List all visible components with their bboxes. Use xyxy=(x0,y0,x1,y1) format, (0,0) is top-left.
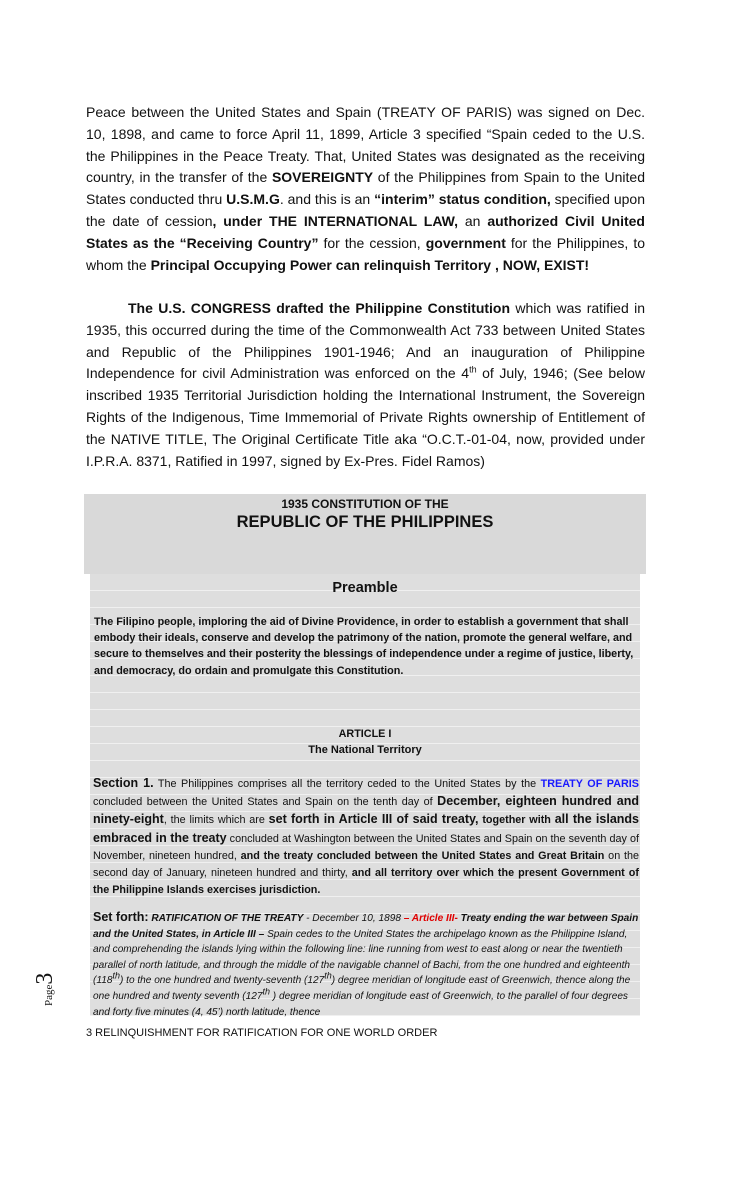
page-footer: 3 RELINQUISHMENT FOR RATIFICATION FOR ONE WORLD ORDER xyxy=(86,1027,438,1039)
constitution-heading-large: REPUBLIC OF THE PHILIPPINES xyxy=(236,513,494,531)
constitution-heading-small: 1935 CONSTITUTION OF THE xyxy=(281,497,449,511)
intro-paragraph: Peace between the United States and Spain (TREATY OF PARIS) was signed on Dec. 10, 1898, and came to force April 11, 1899, Article 3 specified “Spain ceded to the U.S. the Philippines in the Peace Treaty. That, United States was designated as the receiving country, in the transfer of the SOVEREIGNTY of the Philippines from Spain to the United States conducted thru U.S.M.G. and this is an “interim” status condition, specified upon the date of cession, under THE INTERNATIONAL LAW, an authorized Civil United States as the “Receiving Country” for the cession, government for the Philippines, to whom the Principal Occupying Power can relinquish Territory , NOW, EXIST! xyxy=(86,104,646,273)
congress-paragraph: The U.S. CONGRESS drafted the Philippine Constitution which was ratified in 1935, this occurred during the time of the Commonwealth Act 733 between United States and Republic of the Philippines 1901-1946; And an inauguration of Philippine Independence for civil Administration was enforced on the 4th of July, 1946; (See below inscribed 1935 Territorial Jurisdiction holding the International Instrument, the Sovereign Rights of the Indigenous, Time Immemorial of Private Rights ownership of Entitlement of the NATIVE TITLE, The Original Certificate Title aka “O.C.T.-01-04, now, provided under I.P.R.A. 8371, Ratified in 1997, signed by Ex-Pres. Fidel Ramos) xyxy=(86,300,646,469)
preamble-title: Preamble xyxy=(332,580,398,596)
section-1-text: Section 1. The Philippines comprises all the territory ceded to the United States by the TREATY OF PARIS concluded between the United States and Spain on the tenth day of December, eighteen hundred and ninety-eight, the limits which are set forth in Article III of said treaty, together with all the islands embraced in the treaty concluded at Washington between the United States and Spain on the seventh day of November, nineteen hundred, and the treaty concluded between the United States and Great Britain on the second day of January, nineteen hundred and thirty, and all territory over which the present Government of the Philippine Islands exercises jurisdiction. xyxy=(93,776,640,897)
treaty-of-paris-link: TREATY OF PARIS xyxy=(540,778,639,790)
preamble-text: The Filipino people, imploring the aid of Divine Providence, in order to establish a government that shall embody their ideals, conserve and develop the patrimony of the nation, promote the general welfare, and secure to themselves and their posterity the blessings of independence under a regime of justice, liberty, and democracy, do ordain and promulgate this Constitution. xyxy=(94,616,634,677)
article-title: ARTICLE I xyxy=(338,728,392,740)
constitution-heading-box xyxy=(84,494,646,574)
set-forth-text: Set forth: RATIFICATION OF THE TREATY - December 10, 1898 – Article III- Treaty ending the war between Spain and the United States, in Article III – Spain cedes to the United States the archipelago known as the Philippine Island, and comprehending the islands lying within the following line: line running from west to east along or near the twentieth parallel of north latitude, and through the middle of the navigable channel of Bachi, from the one hundred and eighteenth (118th) to the one hundred and twenty-seventh (127th) degree meridian of longitude east of Greenwich, thence along the one hundred and twenty seventh (127th ) degree meridian of longitude east of Greenwich, to the parallel of four degrees and forty five minutes (4, 45’) north latitude, thence xyxy=(93,910,639,1018)
page-number-vertical: Page3 xyxy=(32,972,58,1006)
article-subtitle: The National Territory xyxy=(308,744,422,756)
